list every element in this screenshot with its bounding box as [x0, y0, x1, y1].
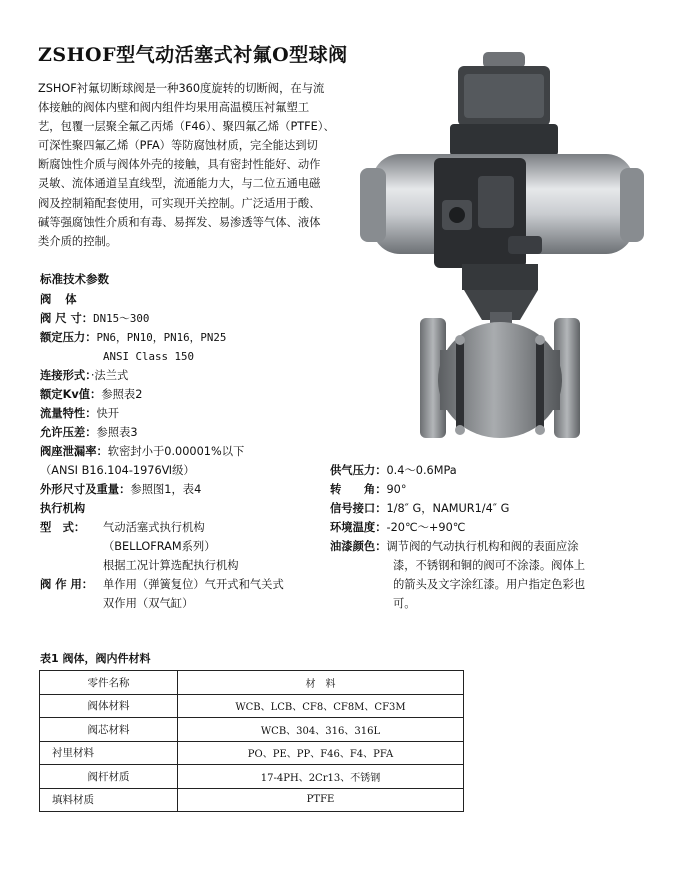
table-row: [40, 765, 464, 789]
table-cell: 填料材质: [40, 788, 178, 812]
intro-line: 阀及控制箱配套使用，可实现开关控制。广泛适用于酸、: [38, 196, 321, 210]
intro-line: 断腐蚀性介质与阀体外壳的接触，具有密封性能好、动作: [38, 158, 321, 172]
spec-leakage: 阀座泄漏率：软密封小于0.00001%以下: [40, 445, 245, 458]
spec-rotation-angle: 转 角：90°: [330, 483, 407, 496]
spec-paint-color: 油漆颜色：调节阀的气动执行机构和阀的表面应涂: [330, 540, 579, 553]
table-cell: 阀体材料: [40, 694, 178, 718]
spec-size: 阀 尺 寸：DN15～300: [40, 312, 150, 325]
spec-ambient-temp: 环境温度：-20℃～+90℃: [330, 521, 466, 534]
spec-pressure: 额定压力：PN6，PN10，PN16，PN25: [40, 331, 227, 344]
table-cell: PO、PE、PP、F46、F4、PFA: [178, 741, 464, 765]
table-header-cell: 材 料: [178, 671, 464, 695]
spec-paint-line: 漆，不锈钢和铜的阀可不涂漆。阀体上: [393, 559, 586, 572]
spec-actuator-series: （BELLOFRAM系列）: [103, 540, 216, 553]
spec-connection: 连接形式：·法兰式: [40, 369, 129, 382]
table-cell: WCB、304、316、316L: [178, 718, 464, 742]
spec-pressure-diff: 允许压差：参照表3: [40, 426, 138, 439]
spec-air-supply: 供气压力：0.4～0.6MPa: [330, 464, 457, 477]
valve-product-image: [358, 50, 646, 455]
spec-paint-line: 可。: [393, 597, 416, 610]
spec-actuator-select: 根据工况计算选配执行机构: [103, 559, 239, 572]
intro-line: 体接触的阀体内壁和阀内组件均果用高温模压衬氟塑工: [38, 101, 310, 115]
spec-valve-action: 阀 作 用： 单作用（弹簧复位）气开式和气关式: [40, 578, 284, 591]
materials-table: [39, 670, 464, 812]
spec-actuator-type: 型 式： 气动活塞式执行机构: [40, 521, 205, 534]
actuator-heading: 执行机构: [40, 502, 86, 515]
spec-signal-port: 信号接口：1/8″ G，NAMUR1/4″ G: [330, 502, 510, 515]
intro-line: 艺，包覆一层聚全氟乙丙烯（F46）、聚四氟乙烯（PTFE）、: [38, 120, 335, 134]
intro-line: ZSHOF衬氟切断球阀是一种360度旋转的切断阀，在与流: [38, 82, 325, 95]
intro-line: 可深性聚四氟乙烯（PFA）等防腐蚀材质，完全能达到切: [38, 139, 318, 153]
table-cell: WCB、LCB、CF8、CF8M、CF3M: [178, 694, 464, 718]
spec-section-title: 标准技术参数: [40, 272, 109, 286]
table1-caption: 表1 阀体，阀内件材料: [40, 652, 151, 665]
page-title: ZSHOF型气动活塞式衬氟O型球阀: [38, 44, 348, 66]
table-row: [40, 694, 464, 718]
spec-pressure-ansi: ANSI Class 150: [103, 350, 195, 363]
table-row: [40, 718, 464, 742]
intro-line: 类介质的控制。: [38, 234, 118, 248]
spec-paint-line: 的箭头及文字涂红漆。用户指定色彩也: [393, 578, 586, 591]
spec-valve-action-double: 双作用（双气缸）: [103, 597, 194, 610]
table-cell: 阀杆材质: [40, 765, 178, 789]
intro-line: 碱等强腐蚀性介质和有毒、易挥发、易渗透等气体、液体: [38, 215, 321, 229]
table-cell: 17-4PH、2Cr13、不锈钢: [178, 765, 464, 789]
table-cell: PTFE: [178, 788, 464, 812]
spec-leakage-standard: （ANSI B16.104-1976Ⅵ级）: [40, 464, 195, 477]
table-row: [40, 741, 464, 765]
table-cell: 衬里材料: [40, 741, 178, 765]
table-header-cell: 零件名称: [40, 671, 178, 695]
intro-line: 灵敏、流体通道呈直线型，流通能力大，与二位五通电磁: [38, 177, 321, 191]
intro-paragraph: [38, 79, 363, 251]
spec-dimensions: 外形尺寸及重量：参照图1，表4: [40, 483, 202, 496]
table-row: [40, 788, 464, 812]
spec-flow: 流量特性：快开: [40, 407, 120, 420]
valve-body-heading: 阀体: [40, 293, 91, 306]
table-header-row: [40, 671, 464, 695]
table-cell: 阀芯材料: [40, 718, 178, 742]
spec-kv: 额定Kv值：参照表2: [40, 388, 143, 401]
